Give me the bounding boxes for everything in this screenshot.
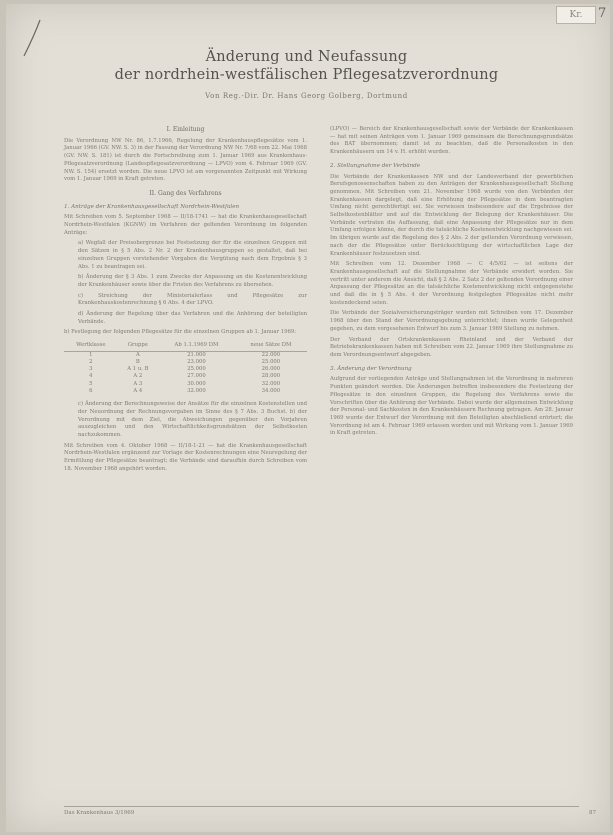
table-cell: 1 (89, 351, 93, 358)
table-row (64, 366, 307, 373)
table-cell: 32.000 (187, 387, 206, 394)
paragraph-statements-1: Die Verbände der Krankenkassen NW und der Landesverband der gewerblichen Berufsgenossenschaften haben zu den Anträgen der Krankenhausgesellschaft Stellung genommen. Mit Schreiben vom 21. November 1968 wurde von den Verbänden der Krankenkassen dargelegt, daß eine Erhöhung der Pflegesätze in dem beantragten Umfang nicht gerechtfertigt sei. Sie verwiesen insbesondere auf die Ergebnisse der Selbstkostenblätter und auf die Entwicklung der Belegung der Krankenhäuser. Die Verbände vertraten die Auffassung, daß eine Anpassung der Pflegesätze nur in dem Umfang erfolgen könne, der durch die tatsächliche Kostenentwicklung nachgewiesen sei. Im übrigen wurde auf die Regelung des § 2 Abs. 2 der geltenden Verordnung verwiesen, nach der die Pflegesätze unter Berücksichtigung der wirtschaftlichen Lage der Krankenhäuser festzusetzen sind. (330, 173, 573, 257)
table-row (64, 381, 307, 388)
paragraph-statements-3: Die Verbände der Sozialversicherungsträger wurden mit Schreiben vom 17. Dezember 1968 über den Stand der Verordnungsgebung unterrichtet; ihnen wurde Gelegenheit gegeben, zu dem vorgesehenen Entwurf bis zum 3. Januar 1969 Stellung zu nehmen. (330, 310, 573, 332)
page-number: 87 (589, 810, 596, 816)
footer-divider (64, 806, 579, 807)
table-cell: A 1 u. B (127, 366, 149, 373)
table-header: neue Sätze DM (235, 341, 307, 351)
table-cell: 32.000 (261, 380, 281, 387)
paragraph-item-a2: b) Änderung der § 3 Abs. 1 zum Zwecke der Anpassung an die Kostenentwicklung der Krankenhäuser sowie über die Fristen des Verfahrens zu übersehen. (78, 274, 307, 288)
table-cell: A 2 (133, 373, 143, 380)
paragraph-statements-4: Der Verband der Ortskrankenkassen Rheinland und der Verband der Betriebskrankenkassen haben mit Schreiben vom 22. Januar 1969 ihre Stellungnahme zu dem Verordnungsentwurf abgegeben. (330, 336, 573, 358)
paragraph-item-a1: a) Wegfall der Preisobergrenze bei Festsetzung der für die einzelnen Gruppen mit den Sätzen in § 5 Abs. 2 Nr. 2 der Krankenhausgruppen so gestaltet, daß bei einzelnen Gruppen vorstehender Vorgaben die Vergütung nach dem Ergebnis § 3 Abs. 1 zu beantragen sei. (78, 240, 307, 270)
table-cell: A 3 (133, 380, 143, 387)
table-header: Wertklasse (64, 341, 118, 351)
title-line-1: Änderung und Neufassung (205, 49, 408, 65)
paragraph-statements-2: Mit Schreiben vom 12. Dezember 1968 — C 4/5/62 — ist seitens der Krankenhausgesellschaft auf die Stellungnahme der Verbände erwidert worden. Sie vertritt unter anderem die Ansicht, daß § 2 Abs. 2 Satz 2 der geltenden Verordnung einer Anpassung der Pflegesätze an die tatsächliche Kostenentwicklung nicht entgegenstehe und daß die in § 5 Abs. 4 der Verordnung festgelegten Pflegesätze nicht mehr kostendeckend seien. (330, 261, 573, 306)
subheading-amendment: 3. Änderung der Verordnung (330, 365, 412, 372)
heading-introduction: I. Einleitung (166, 126, 205, 133)
table-cell: A (135, 351, 140, 358)
table-cell: 27.000 (187, 373, 206, 380)
table-row (64, 359, 307, 366)
table-cell: 25.000 (261, 359, 281, 366)
table-row (64, 373, 307, 380)
table-cell: 3 (89, 366, 93, 373)
table-cell: 4 (89, 373, 93, 380)
corner-stamp: Kr. (556, 6, 596, 24)
table-cell: 6 (89, 387, 93, 394)
paragraph-applications: Mit Schreiben vom 5. September 1968 — II/18-1741 — hat die Krankenhausgesellschaft Nordrhein-Westfalen (KGNW) im Verfahren der geltenden Verordnung im folgenden Anträge: (64, 214, 307, 236)
table-cell: 2 (89, 359, 93, 366)
table-cell: 21.000 (187, 351, 206, 358)
left-column (64, 126, 307, 476)
table-header: Ab 1.1.1969 DM (158, 341, 235, 351)
footer-journal: Das Krankenhaus 3/1969 (64, 810, 135, 816)
paragraph-amendment: Aufgrund der vorliegenden Anträge und Stellungnahmen ist die Verordnung in mehreren Punkten geändert worden. Die Änderungen betreffen insbesondere die Festsetzung der Pflegesätze in den einzelnen Gruppen, die Regelung des Verfahrens sowie die Vorschriften über die Anhörung der Verbände. Dabei wurde der allgemeinen Entwicklung der Personal- und Sachkosten in den Krankenhäusern Rechnung getragen. Am 28. Januar 1969 wurde der Entwurf der Verordnung mit den Beteiligten abschließend erörtert; die Verordnung ist am 4. Februar 1969 erlassen worden und mit Wirkung vom 1. Januar 1969 in Kraft getreten. (330, 376, 573, 437)
subheading-statements: 2. Stellungnahme der Verbände (330, 162, 421, 169)
table-cell: 34.000 (261, 387, 281, 394)
paragraph-item-a3: c) Streichung der Ministerialerlass und Pflegesätze zur Krankenhauskostenrechnung § 6 Abs. 4 der LPVO. (78, 292, 307, 307)
title-line-2: der nordrhein-westfälischen Pflegesatzverordnung (114, 67, 499, 83)
table-cell: 23.000 (187, 359, 206, 366)
table-cell: A 4 (133, 387, 143, 394)
table-row (64, 388, 307, 395)
author-byline: Von Reg.-Dir. Dr. Hans Georg Golberg, Dortmund (205, 92, 408, 100)
heading-procedure: II. Gang des Verfahrens (149, 189, 222, 197)
table-cell: 28.000 (261, 373, 281, 380)
paragraph-continuation: (LPVO) — Bereich der Krankenhausgesellschaft sowie der Verbände der Krankenkassen — hat mit seinen Anträgen vom 1. Januar 1969 gemeinsam die Berechnungsgrundsätze des BAT übernommen; damit ist zu beachten, daß die Personalkosten in den Krankenhäusern um 14 v. H. erhöht wurden. (330, 126, 573, 156)
right-column (330, 126, 573, 441)
subheading-applications: 1. Anträge der Krankenhausgesellschaft Nordrhein-Westfalen (64, 203, 240, 210)
article-header (0, 48, 613, 100)
table-cell: 30.000 (187, 380, 206, 387)
paragraph-supplement: Mit Schreiben vom 4. Oktober 1968 — II/18-1-21 — hat die Krankenhausgesellschaft Nordrhein-Westfalen ergänzend zur Vorlage der Kostenrechnungen eine Neuregelung der Ermittlung der Pflegesätze beantragt; die Verbände sind daraufhin durch Schreiben vom 18. November 1968 angehört worden. (64, 442, 307, 472)
paragraph-item-b: b) Festlegung der folgenden Pflegesätze für die einzelnen Gruppen ab 1. Januar 1969: (64, 329, 297, 336)
paragraph-item-a4: d) Änderung der Regelung über das Verfahren und die Anhörung der beteiligten Verbände. (78, 311, 307, 325)
intro-paragraph: Die Verordnung NW Nr. 86, 1.7.1966, Regelung der Krankenhauspflegesätze vom 1. Januar 1966 (GV. NW. S. 3) in der Fassung der Verordnung NW Nr. 7/68 vom 22. Mai 1968 (GV. NW. S. 181) ist durch die Fortschreibung zum 1. Januar 1969 aus Krankenhaus-Pflegesatzverordnung (Landespflegesatzverordnung — LPVO) vom 4. Februar 1969 (GV. NW. S. 154) ersetzt worden. Die neue LPVO ist am vorgenannten Zeitpunkt mit Wirkung vom 1. Januar 1969 in Kraft getreten. (64, 137, 307, 183)
table-cell: 25.000 (187, 366, 206, 373)
table-cell: 5 (89, 380, 93, 387)
table-row (64, 351, 307, 359)
corner-number: 7 (598, 6, 607, 21)
paragraph-item-c: c) Änderung der Berechnungsweise der Ansätze für die einzelnen Kostenstellen und der Neuordnung der Rechnungsvorgaben im Sinne des § 7 Abs. 3 Buchst. b) der Verordnung mit dem Ziel, die Abweichungen gegenüber den Vorjahren auszugleichen und den Wirtschaftlichkeitsgrundsätzen der Selbstkosten nachzukommen. (78, 401, 307, 438)
table-cell: 26.000 (261, 366, 281, 373)
rates-table (64, 341, 307, 395)
table-cell: 22.000 (261, 351, 281, 358)
table-header: Gruppe (118, 341, 158, 351)
table-cell: B (135, 359, 140, 366)
